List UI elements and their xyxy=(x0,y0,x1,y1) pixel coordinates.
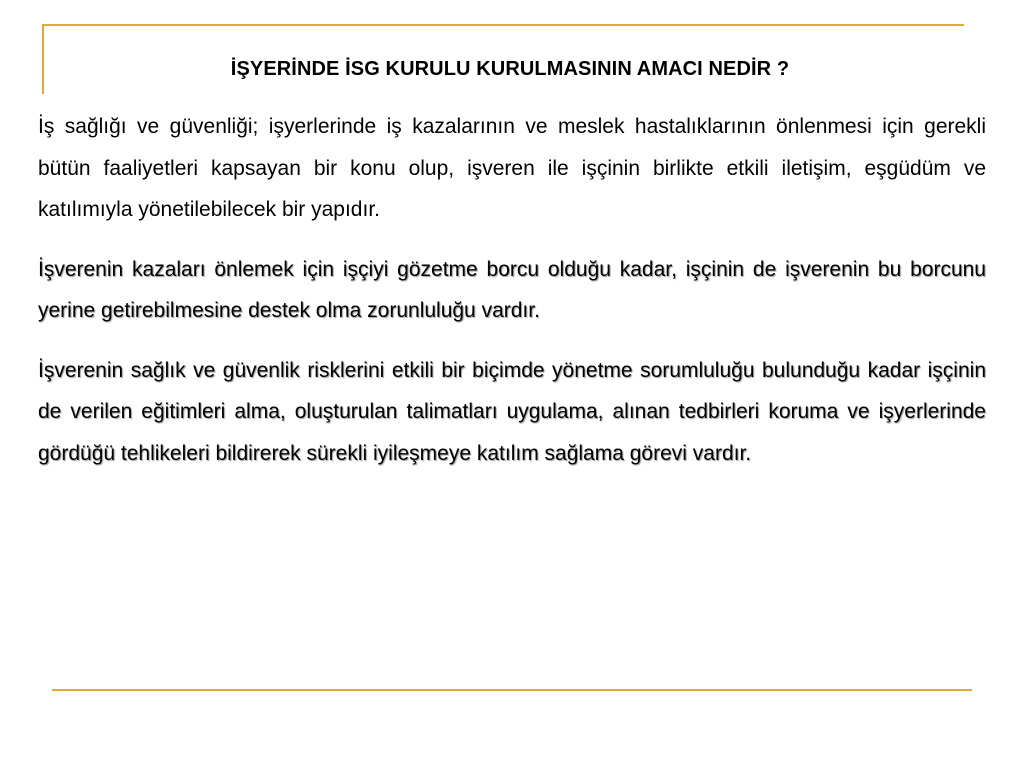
paragraph-1: İş sağlığı ve güvenliği; işyerlerinde iş kazalarının ve meslek hastalıklarının önlenmesi için gerekli bütün faaliyetleri kapsayan bir konu olup, işveren ile işçinin birlikte etkili iletişim, eşgüdüm ve katılımıyla yönetilebilecek bir yapıdır. xyxy=(38,115,986,221)
slide-title: İŞYERİNDE İSG KURULU KURULMASININ AMACI NEDİR ? xyxy=(230,58,790,80)
paragraph-2: İşverenin kazaları önlemek için işçiyi gözetme borcu olduğu kadar, işçinin de işverenin bu borcunu yerine getirebilmesine destek olma zorunluluğu vardır. xyxy=(38,257,986,322)
left-divider xyxy=(42,24,44,94)
top-divider xyxy=(42,24,964,26)
slide-body xyxy=(38,106,986,492)
bottom-divider xyxy=(52,689,972,691)
paragraph-3: İşverenin sağlık ve güvenlik risklerini etkili bir biçimde yönetme sorumluluğu bulunduğu kadar işçinin de verilen eğitimleri alma, oluşturulan talimatları uygulama, alınan tedbirleri koruma ve işyerlerinde gördüğü tehlikeleri bildirerek sürekli iyileşmeye katılım sağlama görevi vardır. xyxy=(38,358,986,465)
